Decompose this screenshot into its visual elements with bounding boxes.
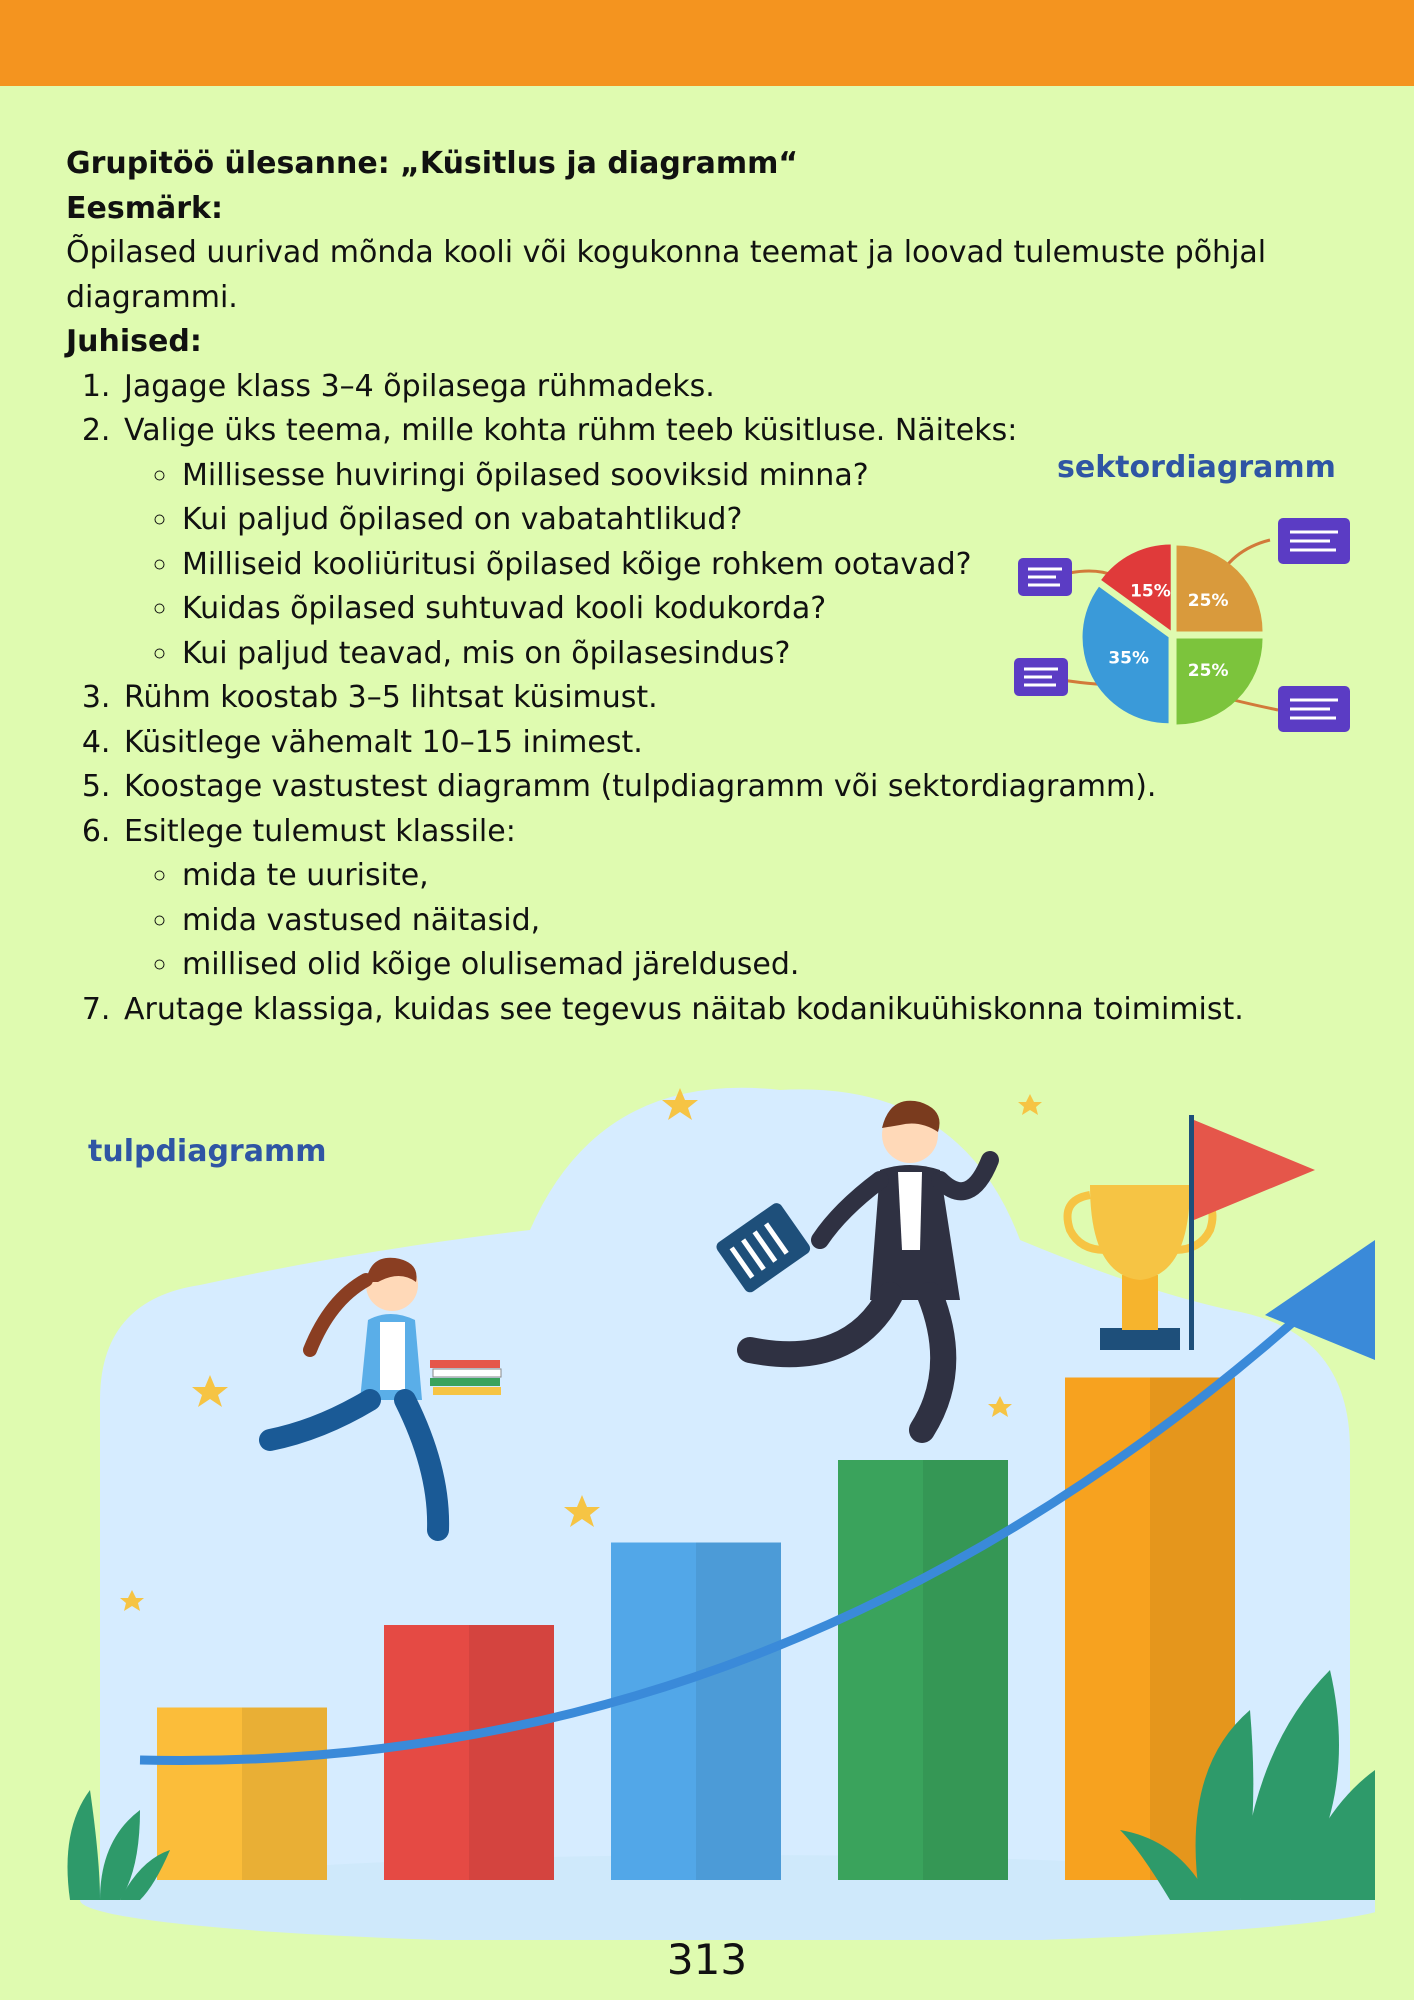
list-item: 2. Valige üks teema, mille kohta rühm teeb küsitluse. Näiteks: ◦ Millisesse huviringi õpilased sooviksid minna? ◦ Kui paljud õpilased on vabatahtlikud? ◦ Milliseid kooliüritusi õpilased kõige rohkem ootavad? ◦ Kuidas õpilased suhtuvad kooli kodukorda? ◦ Kui paljud teavad, mis on õpilasesindus? [120, 409, 1366, 676]
pie-slice-label: 35% [1108, 648, 1150, 669]
list-item: 6. Esitlege tulemust klassile: ◦ mida te uurisite, ◦ mida vastused näitasid, ◦ millised olid kõige olulisemad järeldused. [120, 810, 1366, 988]
trophy-stem [1122, 1275, 1158, 1330]
list-item: ◦ Millisesse huviringi õpilased sooviksid minna? [180, 454, 1366, 499]
instructions-heading: Juhised: [66, 324, 202, 359]
pie-slice-label: 25% [1187, 590, 1229, 611]
page-number: 313 [666, 1935, 748, 1984]
boy-shirt [898, 1172, 922, 1250]
callout-note [1278, 686, 1350, 732]
flag-pole [1189, 1115, 1194, 1350]
pie-slice-label: 25% [1187, 661, 1229, 682]
task-title: Grupitöö ülesanne: „Küsitlus ja diagramm“ [66, 146, 799, 181]
pie-chart-caption: sektordiagramm [1057, 450, 1336, 485]
pie-slice-label: 15% [1130, 581, 1171, 602]
pie-chart-illustration [1010, 510, 1355, 750]
list-item: ◦ Milliseid kooliüritusi õpilased kõige rohkem ootavad? [180, 543, 1366, 588]
callout-note [1018, 558, 1072, 596]
list-item: 1. Jagage klass 3–4 õpilasega rühmadeks. [120, 365, 1366, 410]
bar-shade [242, 1708, 327, 1881]
books-icon [430, 1360, 501, 1395]
callout-note [1278, 518, 1350, 564]
bar-chart-caption: tulpdiagramm [88, 1134, 327, 1169]
list-item: ◦ Kui paljud teavad, mis on õpilasesindus? [180, 632, 1366, 677]
pie-slice [1177, 545, 1263, 631]
list-item: 3. Rühm koostab 3–5 lihtsat küsimust. [120, 676, 1366, 721]
header-bar [0, 0, 1414, 86]
goal-text: Õpilased uurivad mõnda kooli või kogukonna teemat ja loovad tulemuste põhjal diagrammi. [66, 235, 1267, 315]
list-item: ◦ Kui paljud õpilased on vabatahtlikud? [180, 498, 1366, 543]
bar-shade [469, 1625, 554, 1880]
trophy-cup [1090, 1185, 1190, 1280]
pie-slices [1083, 545, 1263, 725]
list-item: ◦ Kuidas õpilased suhtuvad kooli kodukorda? [180, 587, 1366, 632]
list-item: 4. Küsitlege vähemalt 10–15 inimest. [120, 721, 1366, 766]
list-item: 5. Koostage vastustest diagramm (tulpdiagramm või sektordiagramm). [120, 765, 1366, 810]
goal-heading: Eesmärk: [66, 190, 223, 226]
list-item: ◦ millised olid kõige olulisemad järeldused. [180, 943, 1366, 988]
star-icon [1018, 1094, 1042, 1115]
bar-chart-illustration [60, 1070, 1375, 1940]
list-item: ◦ mida vastused näitasid, [180, 899, 1366, 944]
bar-shade [923, 1460, 1008, 1880]
pie-slice [1177, 639, 1263, 725]
bar-shade [696, 1543, 781, 1881]
trophy-base [1100, 1328, 1180, 1350]
flag-cloth [1194, 1120, 1315, 1220]
callout-note [1014, 658, 1068, 696]
list-item: ◦ mida te uurisite, [180, 854, 1366, 899]
presentation-point-list [124, 854, 1366, 988]
girl-shirt [380, 1322, 405, 1390]
list-item: 7. Arutage klassiga, kuidas see tegevus näitab kodanikuühiskonna toimimist. [120, 988, 1366, 1033]
